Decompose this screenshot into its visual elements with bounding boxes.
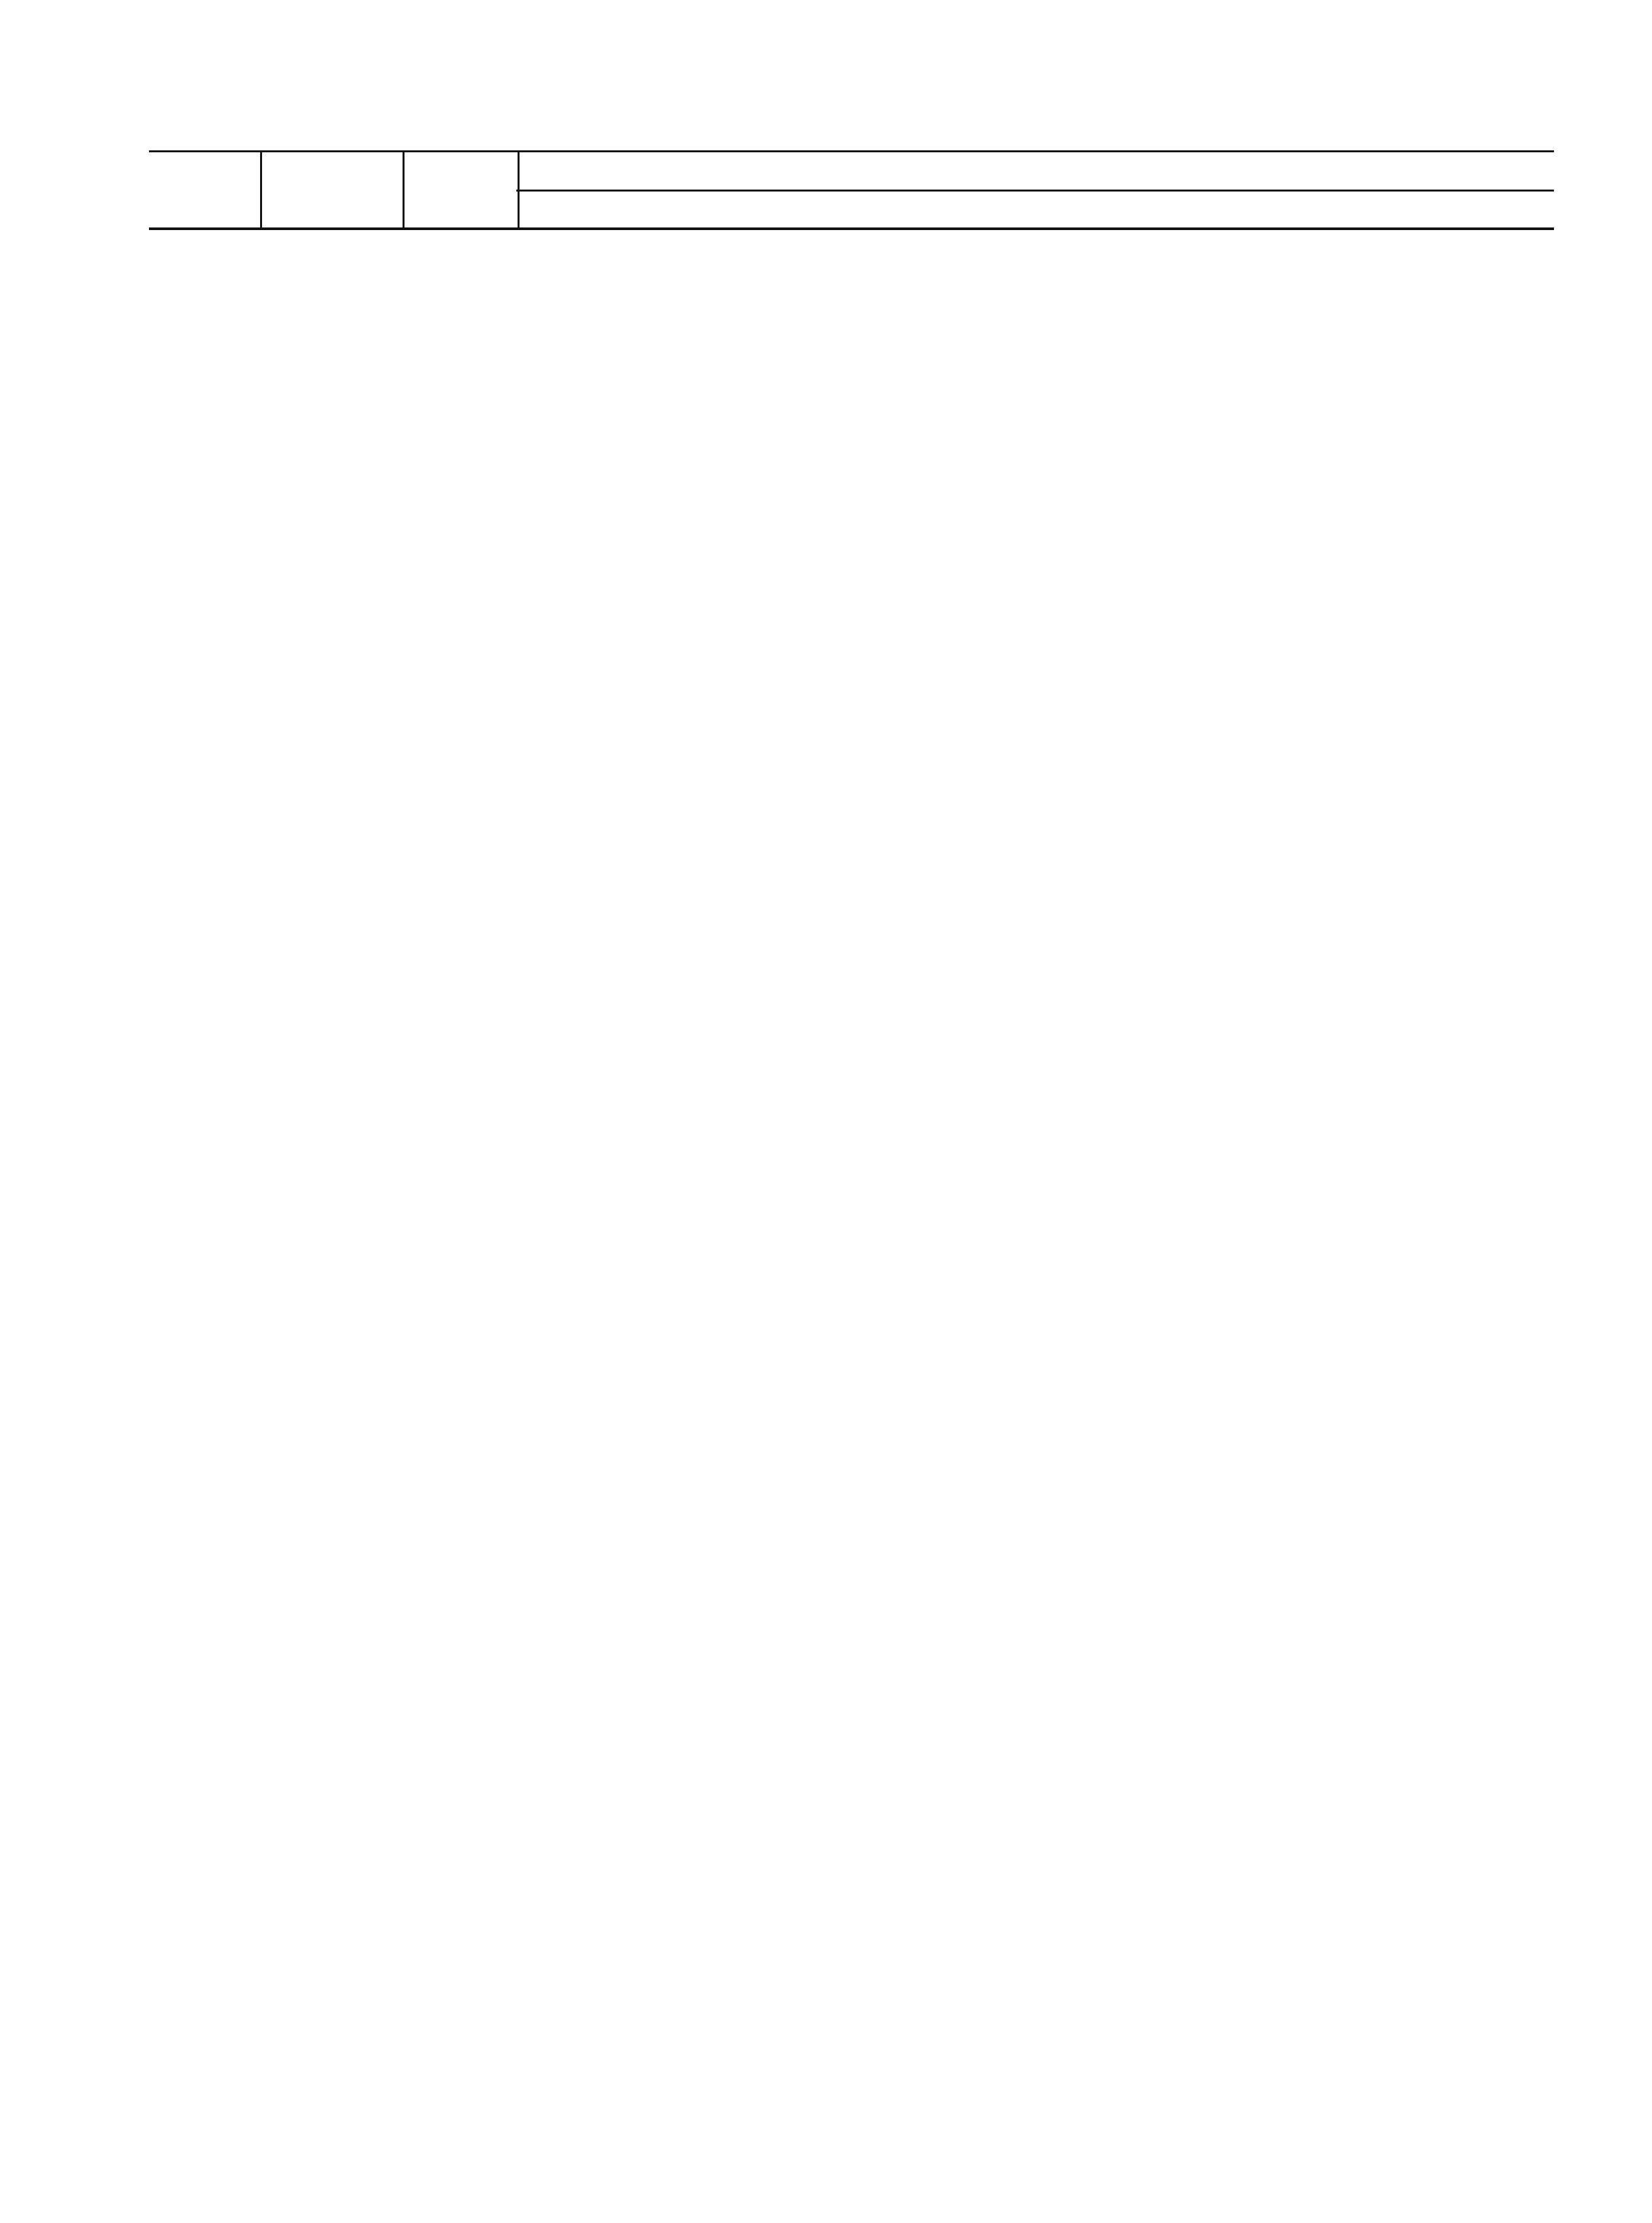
table-header [149, 152, 1554, 227]
header-divider [518, 152, 520, 227]
header-bottom-rule [149, 227, 1554, 230]
header-divider [260, 152, 262, 227]
header-divider [403, 152, 405, 227]
